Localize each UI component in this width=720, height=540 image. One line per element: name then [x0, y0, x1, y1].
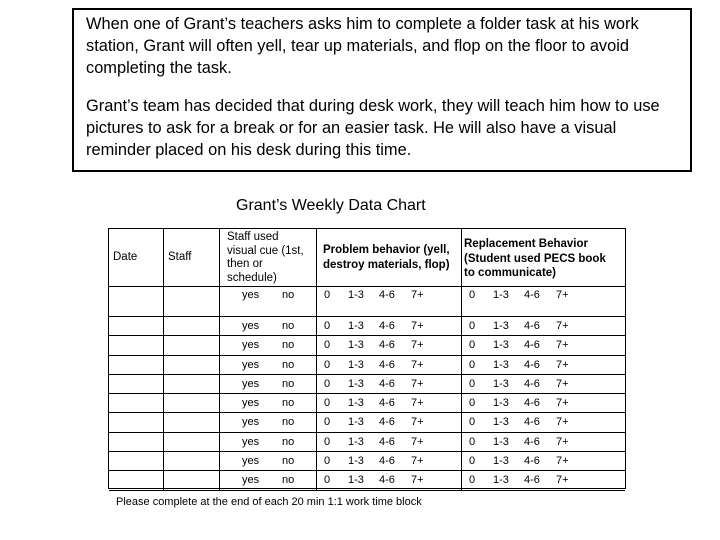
replacement-option: 1-3 [493, 377, 509, 390]
replacement-option: 4-6 [524, 455, 540, 468]
header-replacement-line: (Student used PECS book [464, 252, 606, 265]
row-visual-cue-cell [220, 356, 317, 375]
header-problem-line: destroy materials, flop) [323, 258, 450, 271]
header-replacement-line: Replacement Behavior [464, 238, 588, 250]
replacement-option: 4-6 [524, 289, 540, 301]
header-visual-cue-line: then or [227, 258, 263, 270]
row-staff-cell [164, 375, 220, 394]
row-date-cell [109, 471, 164, 490]
replacement-option: 4-6 [524, 474, 540, 487]
replacement-option: 7+ [556, 339, 569, 352]
row-replacement-cell [462, 413, 625, 432]
row-staff-cell [164, 287, 220, 317]
replacement-option: 0 [469, 358, 476, 371]
header-replacement-behavior [462, 229, 625, 287]
problem-option: 0 [324, 377, 331, 390]
replacement-option: 0 [469, 416, 476, 429]
row-staff-cell [164, 336, 220, 355]
replacement-option: 4-6 [524, 358, 540, 371]
problem-option: 1-3 [348, 320, 364, 332]
replacement-option: 1-3 [493, 320, 509, 332]
row-problem-cell [317, 317, 462, 336]
row-date-cell [109, 287, 164, 317]
problem-option: 0 [324, 397, 331, 410]
header-staff: Staff [164, 229, 220, 287]
replacement-option: 7+ [556, 397, 569, 410]
replacement-option: 0 [469, 377, 476, 390]
problem-option: 7+ [411, 339, 424, 352]
problem-option: 0 [324, 339, 331, 352]
replacement-option: 7+ [556, 455, 569, 468]
replacement-option: 1-3 [493, 416, 509, 429]
problem-option: 4-6 [379, 377, 395, 390]
replacement-option: 4-6 [524, 416, 540, 429]
row-staff-cell [164, 413, 220, 432]
row-visual-cue-cell [220, 471, 317, 490]
problem-option: 0 [324, 320, 331, 332]
header-date: Date [109, 229, 164, 287]
cue-option-no: no [282, 289, 295, 301]
row-problem-cell [317, 433, 462, 452]
row-replacement-cell [462, 452, 625, 471]
replacement-option: 4-6 [524, 320, 540, 332]
replacement-option: 0 [469, 339, 476, 352]
problem-option: 7+ [411, 435, 424, 448]
cue-option-yes: yes [242, 416, 260, 429]
row-visual-cue-cell [220, 287, 317, 317]
problem-option: 0 [324, 358, 331, 371]
cue-option-no: no [282, 474, 295, 487]
cue-option-yes: yes [242, 455, 260, 468]
header-visual-cue-line: visual cue (1st, [227, 244, 304, 257]
row-visual-cue-cell [220, 413, 317, 432]
row-problem-cell [317, 356, 462, 375]
cue-option-no: no [282, 397, 295, 410]
problem-option: 4-6 [379, 289, 395, 301]
row-problem-cell [317, 375, 462, 394]
row-staff-cell [164, 394, 220, 413]
scenario-paragraph-1: When one of Grant’s teachers asks him to complete a folder task at his work station, Grant will often yell, tear up materials, and flop on the floor to avoid completing the task. [86, 15, 639, 77]
replacement-option: 1-3 [493, 474, 509, 487]
cue-option-yes: yes [242, 339, 260, 352]
replacement-option: 1-3 [493, 358, 509, 371]
problem-option: 1-3 [348, 435, 364, 448]
replacement-option: 7+ [556, 289, 569, 301]
row-visual-cue-cell [220, 336, 317, 355]
header-problem-line: Problem behavior (yell, [323, 244, 450, 256]
replacement-option: 0 [469, 289, 476, 301]
chart-footer-note: Please complete at the end of each 20 min 1:1 work time block [116, 496, 422, 508]
problem-option: 7+ [411, 320, 424, 332]
replacement-option: 0 [469, 474, 476, 487]
problem-option: 1-3 [348, 339, 364, 352]
row-replacement-cell [462, 287, 625, 317]
problem-option: 0 [324, 416, 331, 429]
row-problem-cell [317, 336, 462, 355]
problem-option: 7+ [411, 416, 424, 429]
row-replacement-cell [462, 336, 625, 355]
row-date-cell [109, 413, 164, 432]
header-visual-cue-line: schedule) [227, 271, 277, 284]
problem-option: 4-6 [379, 435, 395, 448]
header-replacement-line: to communicate) [464, 267, 557, 279]
problem-option: 0 [324, 474, 331, 487]
cue-option-no: no [282, 455, 295, 468]
problem-option: 4-6 [379, 455, 395, 468]
row-replacement-cell [462, 317, 625, 336]
row-visual-cue-cell [220, 394, 317, 413]
replacement-option: 4-6 [524, 397, 540, 410]
row-date-cell [109, 317, 164, 336]
problem-option: 4-6 [379, 397, 395, 410]
chart-title: Grant’s Weekly Data Chart [236, 197, 426, 214]
replacement-option: 7+ [556, 416, 569, 429]
replacement-option: 0 [469, 435, 476, 448]
row-visual-cue-cell [220, 317, 317, 336]
cue-option-no: no [282, 377, 295, 390]
replacement-option: 4-6 [524, 435, 540, 448]
problem-option: 0 [324, 455, 331, 468]
row-date-cell [109, 375, 164, 394]
cue-option-no: no [282, 320, 295, 332]
problem-option: 4-6 [379, 474, 395, 487]
header-visual-cue-line: Staff used [227, 231, 279, 243]
problem-option: 1-3 [348, 416, 364, 429]
problem-option: 1-3 [348, 397, 364, 410]
replacement-option: 7+ [556, 358, 569, 371]
replacement-option: 0 [469, 455, 476, 468]
row-visual-cue-cell [220, 433, 317, 452]
problem-option: 7+ [411, 377, 424, 390]
problem-option: 4-6 [379, 320, 395, 332]
scenario-text-box [72, 8, 692, 172]
replacement-option: 1-3 [493, 339, 509, 352]
header-problem-behavior [317, 229, 462, 287]
cue-option-no: no [282, 358, 295, 371]
problem-option: 7+ [411, 474, 424, 487]
cue-option-no: no [282, 416, 295, 429]
replacement-option: 7+ [556, 377, 569, 390]
row-problem-cell [317, 287, 462, 317]
row-date-cell [109, 336, 164, 355]
cue-option-yes: yes [242, 358, 260, 371]
replacement-option: 7+ [556, 435, 569, 448]
replacement-option: 0 [469, 320, 476, 332]
row-replacement-cell [462, 356, 625, 375]
cue-option-yes: yes [242, 289, 260, 301]
problem-option: 4-6 [379, 339, 395, 352]
replacement-option: 1-3 [493, 397, 509, 410]
scenario-paragraph-2: Grant’s team has decided that during desk work, they will teach him how to use pictures to ask for a break or for an easier task. He will also have a visual reminder placed on his desk during this time. [86, 97, 660, 159]
cue-option-no: no [282, 339, 295, 352]
cue-option-yes: yes [242, 320, 260, 332]
row-replacement-cell [462, 394, 625, 413]
row-problem-cell [317, 413, 462, 432]
row-staff-cell [164, 471, 220, 490]
problem-option: 1-3 [348, 377, 364, 390]
row-date-cell [109, 433, 164, 452]
row-problem-cell [317, 471, 462, 490]
row-date-cell [109, 356, 164, 375]
row-visual-cue-cell [220, 452, 317, 471]
header-visual-cue [220, 229, 317, 287]
problem-option: 1-3 [348, 455, 364, 468]
problem-option: 7+ [411, 289, 424, 301]
replacement-option: 4-6 [524, 377, 540, 390]
replacement-option: 7+ [556, 474, 569, 487]
cue-option-yes: yes [242, 397, 260, 410]
row-staff-cell [164, 433, 220, 452]
row-staff-cell [164, 356, 220, 375]
replacement-option: 7+ [556, 320, 569, 332]
cue-option-yes: yes [242, 377, 260, 390]
problem-option: 7+ [411, 397, 424, 410]
cue-option-no: no [282, 435, 295, 448]
row-date-cell [109, 394, 164, 413]
row-replacement-cell [462, 471, 625, 490]
replacement-option: 1-3 [493, 435, 509, 448]
problem-option: 0 [324, 435, 331, 448]
row-problem-cell [317, 394, 462, 413]
problem-option: 4-6 [379, 358, 395, 371]
row-replacement-cell [462, 433, 625, 452]
replacement-option: 4-6 [524, 339, 540, 352]
row-staff-cell [164, 317, 220, 336]
row-staff-cell [164, 452, 220, 471]
cue-option-yes: yes [242, 435, 260, 448]
problem-option: 0 [324, 289, 331, 301]
data-chart-table [108, 228, 626, 489]
problem-option: 1-3 [348, 289, 364, 301]
problem-option: 7+ [411, 358, 424, 371]
problem-option: 7+ [411, 455, 424, 468]
problem-option: 4-6 [379, 416, 395, 429]
row-replacement-cell [462, 375, 625, 394]
replacement-option: 1-3 [493, 289, 509, 301]
replacement-option: 1-3 [493, 455, 509, 468]
replacement-option: 0 [469, 397, 476, 410]
problem-option: 1-3 [348, 358, 364, 371]
row-date-cell [109, 452, 164, 471]
row-visual-cue-cell [220, 375, 317, 394]
problem-option: 1-3 [348, 474, 364, 487]
cue-option-yes: yes [242, 474, 260, 487]
row-problem-cell [317, 452, 462, 471]
